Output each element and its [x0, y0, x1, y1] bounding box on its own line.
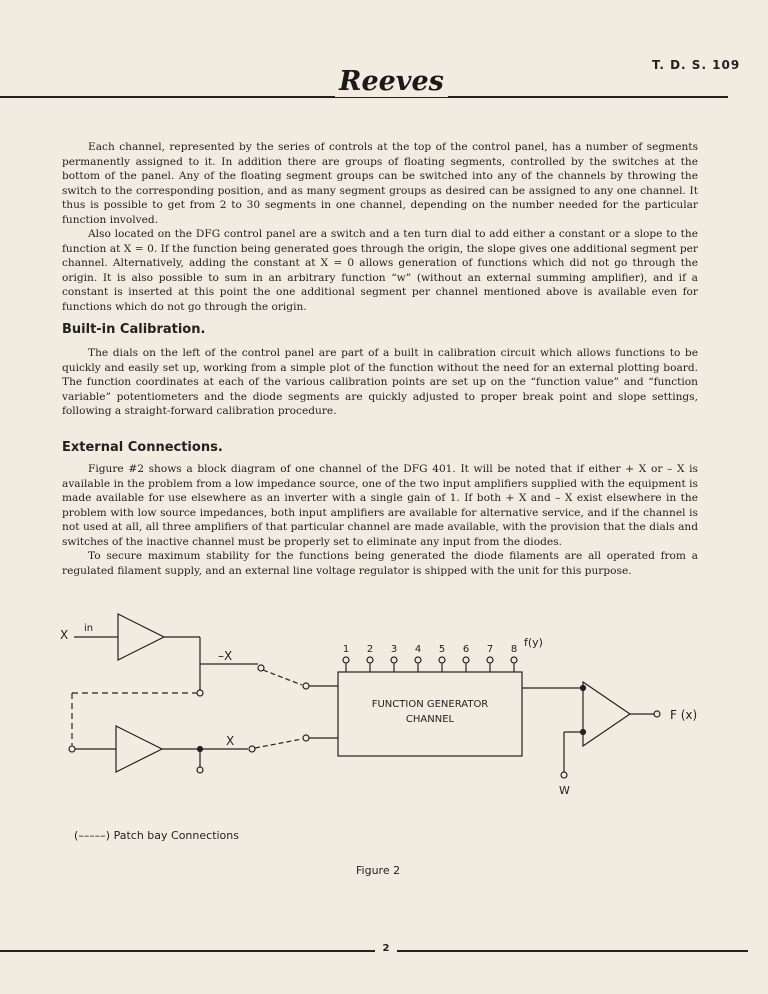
- amp2-patch-terminal: [197, 767, 203, 773]
- terminal-label-2: 2: [366, 644, 374, 655]
- amp2-input-terminal: [69, 746, 75, 752]
- external-heading: External Connections.: [62, 440, 223, 455]
- terminal-label-3: 3: [390, 644, 398, 655]
- input-x-label: X: [60, 628, 69, 642]
- terminal-label-5: 5: [438, 644, 446, 655]
- amplifier-2: [116, 726, 162, 772]
- amplifier-1: [118, 614, 164, 660]
- reeves-logo: Reeves: [335, 66, 448, 97]
- output-amplifier: [583, 682, 630, 746]
- w-terminal: [561, 772, 567, 778]
- switch-common-top: [303, 683, 309, 689]
- block-label-line2: CHANNEL: [405, 714, 455, 725]
- calibration-section: [62, 346, 698, 419]
- output-label: F (x): [670, 708, 698, 722]
- terminal-6: [463, 644, 469, 672]
- neg-x-switch-arm: [263, 670, 302, 685]
- terminal-4: [415, 644, 421, 672]
- footer-rule: [0, 950, 748, 952]
- external-section: [62, 462, 698, 578]
- terminal-8: [511, 644, 517, 672]
- intro-paragraph-1: Each channel, represented by the series of controls at the top of the control panel, has a number of segments permanently assigned to it. In addition there are groups of floating segments, controlled by the switches at the bottom of the panel. Any of the floating segment groups can be switched into any of the channels by throwing the switch to the corresponding position, and as many segment groups as desired can be assigned to any one channel. It thus is possible to get from 2 to 30 segments in one channel, depending on the number needed for the particular function involved.: [62, 141, 698, 226]
- terminal-2: [367, 644, 373, 672]
- block-diagram: [40, 612, 740, 852]
- page-number: 2: [375, 943, 397, 954]
- output-terminal: [654, 711, 660, 717]
- terminal-label-8: 8: [510, 644, 518, 655]
- legend-text: (–––––) Patch bay Connections: [74, 829, 239, 842]
- figure-caption: Figure 2: [356, 864, 401, 877]
- block-label-line1: FUNCTION GENERATOR: [371, 699, 489, 710]
- terminal-label-1: 1: [342, 644, 350, 655]
- intro-paragraph-2: Also located on the DFG control panel are a switch and a ten turn dial to add either a constant or a slope to the function at X = 0. If the function being generated goes through the origin, the slope gives one additional segment per channel. Alternatively, adding the constant at X = 0 allows generation of functions which did not go through the origin. It is also possible to sum in an arbitrary function “w” (without an external summing amplifier), and if a constant is inserted at this point the one additional segment per channel mentioned above is available even for functions which do not go through the origin.: [62, 228, 698, 313]
- terminal-1: [343, 644, 349, 672]
- document-id: T. D. S. 109: [652, 58, 741, 72]
- amp1-patch-terminal: [197, 690, 203, 696]
- terminal-7: [487, 644, 493, 672]
- terminal-label-4: 4: [414, 644, 422, 655]
- w-label: W: [559, 784, 570, 797]
- fy-label: f(y): [524, 636, 543, 649]
- calibration-paragraph: The dials on the left of the control panel are part of a built in calibration circuit which allows functions to be quickly and easily set up, working from a simple plot of the function without the need for an external plotting board. The function coordinates at each of the various calibration points are set up on the “function value” and “function variable” potentiometers and the diode segments are quickly adjusted to proper break point and slope settings, following a straight-forward calibration procedure.: [62, 347, 698, 417]
- terminal-label-7: 7: [486, 644, 494, 655]
- switch-common-bottom: [303, 735, 309, 741]
- x-switch-arm: [255, 739, 302, 748]
- terminal-row: [343, 644, 517, 672]
- terminal-label-6: 6: [462, 644, 470, 655]
- x-label: X: [226, 734, 235, 748]
- terminal-3: [391, 644, 397, 672]
- external-paragraph-2: To secure maximum stability for the functions being generated the diode filaments are all operated from a regulated filament supply, and an external line voltage regulator is shipped with the unit for this purpose.: [62, 550, 698, 577]
- calibration-heading: Built-in Calibration.: [62, 322, 206, 337]
- external-paragraph-1: Figure #2 shows a block diagram of one channel of the DFG 401. It will be noted that if either + X or – X is available in the problem from a low impedance source, one of the two input amplifiers supplied with the equipment is made available for use elsewhere as an inverter with a single gain of 1. If both + X and – X exist elsewhere in the problem with low source impedances, both input amplifiers are available for alternative service, and if the channel is not used at all, all three amplifiers of that particular channel are made available, with the provision that the dials and switches of the inactive channel must be properly set to eliminate any input from the diodes.: [62, 463, 698, 548]
- terminal-5: [439, 644, 445, 672]
- neg-x-label: –X: [218, 649, 233, 663]
- input-in-label: in: [84, 623, 94, 634]
- x-switch-terminal: [249, 746, 255, 752]
- intro-section: [62, 140, 698, 314]
